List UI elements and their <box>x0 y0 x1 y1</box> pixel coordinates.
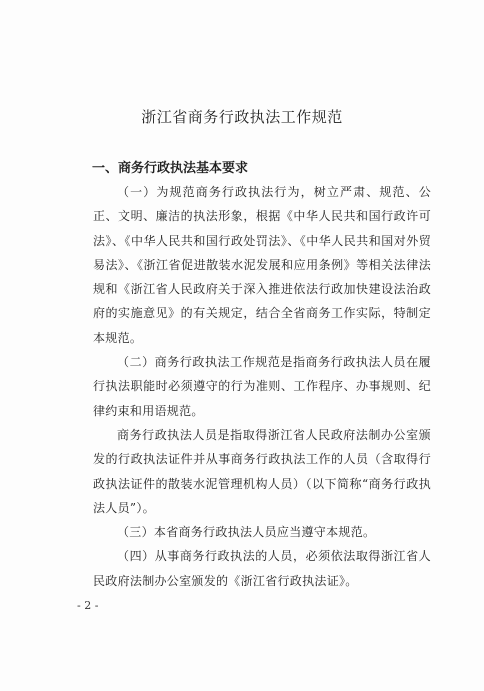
paragraph-3: 商务行政执法人员是指取得浙江省人民政府法制办公室颁发的行政执法证件并从事商务行政执法工作的人员（含取得行政执法证件的散装水泥管理机构人员）（以下简称“商务行政执法人员”）。 <box>93 427 431 515</box>
paragraph-5: （四）从事商务行政执法的人员，必须依法取得浙江省人民政府法制办公室颁发的《浙江省行政执法证》。 <box>93 549 431 588</box>
document-title: 浙江省商务行政执法工作规范 <box>141 108 343 126</box>
paragraph-1: （一）为规范商务行政执法行为，树立严肃、规范、公正、文明、廉洁的执法形象，根据《中华人民共和国行政许可法》、《中华人民共和国行政处罚法》、《中华人民共和国对外贸易法》、《浙江省促进散装水泥发展和应用条例》等相关法律法规和《浙江省人民政府关于深入推进依法行政加快建设法治政府的实施意见》的有关规定，结合全省商务工作实际，特制定本规范。 <box>93 185 431 345</box>
paragraph-2: （二）商务行政执法工作规范是指商务行政执法人员在履行执法职能时必须遵守的行为准则、工作程序、办事规则、纪律约束和用语规范。 <box>93 355 431 418</box>
section-heading: 一、商务行政执法基本要求 <box>92 161 249 176</box>
body-text <box>93 180 431 593</box>
page-number: - 2 - <box>77 599 99 612</box>
paragraph-4: （三）本省商务行政执法人员应当遵守本规范。 <box>117 525 376 540</box>
